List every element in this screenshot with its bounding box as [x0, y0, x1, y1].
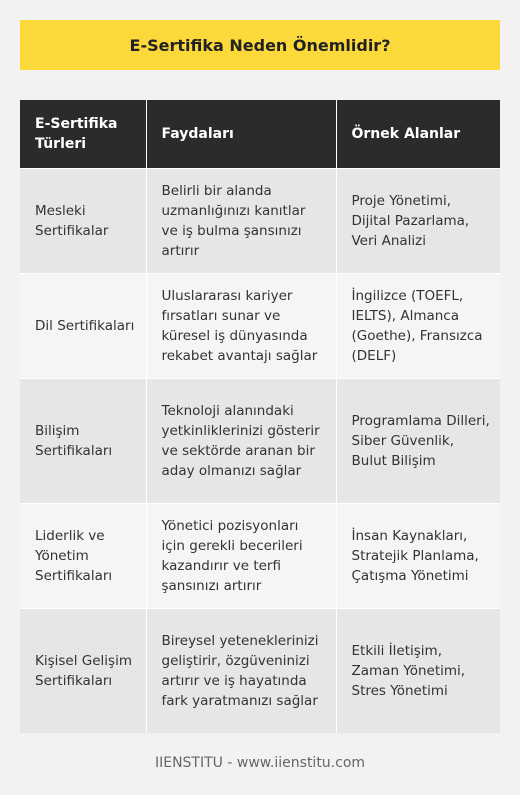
cell-benefit: Yönetici pozisyonları için gerekli becerileri kazandırır ve terfi şansınızı artırır	[146, 504, 336, 609]
cell-type: Kişisel Gelişim Sertifikaları	[20, 609, 146, 734]
title-banner	[20, 20, 500, 70]
table-row	[20, 274, 500, 379]
table-row	[20, 609, 500, 734]
cell-type: Liderlik ve Yönetim Sertifikaları	[20, 504, 146, 609]
cell-benefit: Belirli bir alanda uzmanlığınızı kanıtlar ve iş bulma şansınızı artırır	[146, 169, 336, 274]
cell-benefit: Uluslararası kariyer fırsatları sunar ve küresel iş dünyasında rekabet avantajı sağlar	[146, 274, 336, 379]
cell-type: Bilişim Sertifikaları	[20, 379, 146, 504]
page-title: E-Sertifika Neden Önemlidir?	[129, 35, 391, 55]
table-row	[20, 504, 500, 609]
header-types: E-Sertifika Türleri	[20, 100, 146, 169]
cell-examples: Proje Yönetimi, Dijital Pazarlama, Veri Analizi	[336, 169, 500, 274]
cell-type: Dil Sertifikaları	[20, 274, 146, 379]
header-benefits: Faydaları	[146, 100, 336, 169]
header-examples: Örnek Alanlar	[336, 100, 500, 169]
cell-type: Mesleki Sertifikalar	[20, 169, 146, 274]
cell-benefit: Bireysel yeteneklerinizi geliştirir, özgüveninizi artırır ve iş hayatında fark yaratmanızı sağlar	[146, 609, 336, 734]
table-row	[20, 169, 500, 274]
cell-examples: Programlama Dilleri, Siber Güvenlik, Bulut Bilişim	[336, 379, 500, 504]
cell-examples: İnsan Kaynakları, Stratejik Planlama, Çatışma Yönetimi	[336, 504, 500, 609]
table-header-row	[20, 100, 500, 169]
table-row	[20, 379, 500, 504]
cell-benefit: Teknoloji alanındaki yetkinliklerinizi gösterir ve sektörde aranan bir aday olmanızı sağlar	[146, 379, 336, 504]
certificate-table	[20, 100, 500, 733]
footer-credit: IIENSTITU - www.iienstitu.com	[154, 755, 366, 771]
cell-examples: Etkili İletişim, Zaman Yönetimi, Stres Yönetimi	[336, 609, 500, 734]
cell-examples: İngilizce (TOEFL, IELTS), Almanca (Goethe), Fransızca (DELF)	[336, 274, 500, 379]
